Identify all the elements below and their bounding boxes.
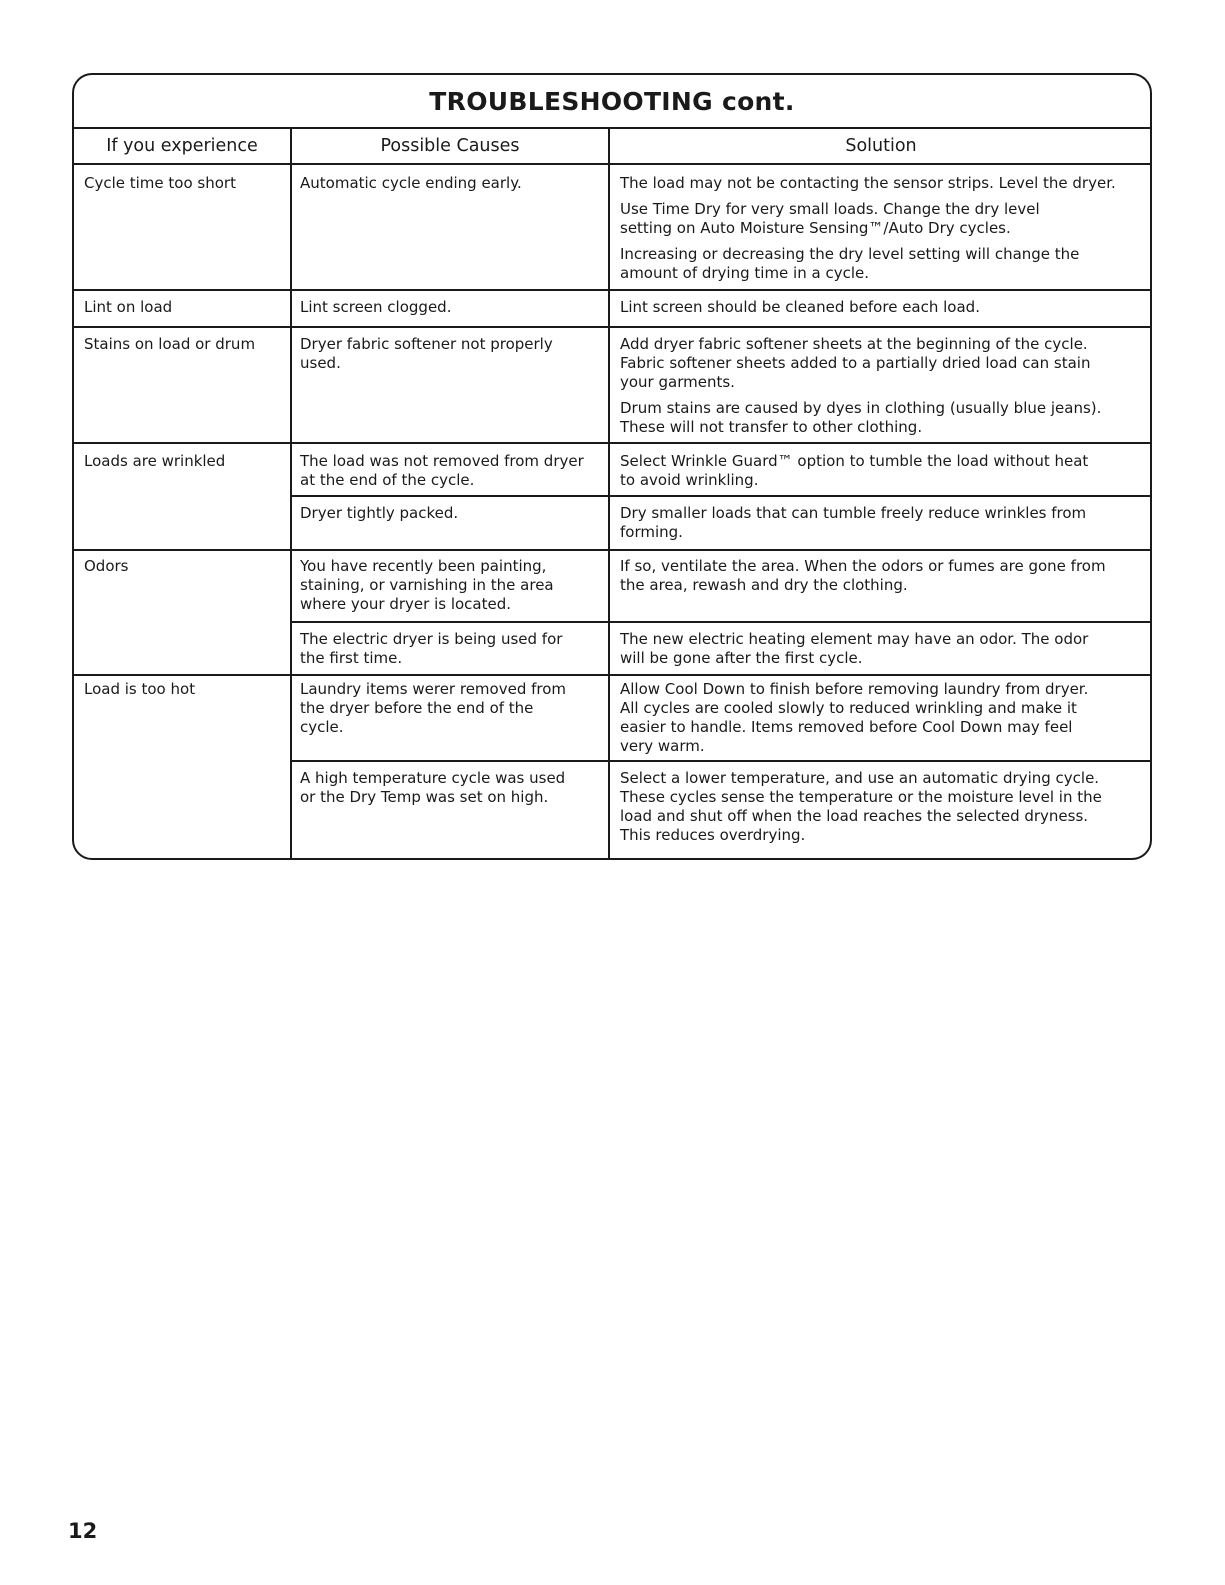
- experience-stains: Stains on load or drum: [84, 335, 256, 353]
- header-causes: Possible Causes: [380, 136, 520, 156]
- page-number: 12: [68, 1519, 98, 1543]
- solution-odors-2: The new electric heating element may have an odor. The odor will be gone after the first cycle.: [620, 630, 1089, 667]
- cause-hot-1: Laundry items werer removed from the dryer before the end of the cycle.: [300, 680, 567, 736]
- row-divider: [74, 674, 1150, 676]
- header-experience: If you experience: [106, 136, 258, 156]
- cause-hot-2: A high temperature cycle was used or the Dry Temp was set on high.: [300, 769, 566, 806]
- solution-stains: Add dryer fabric softener sheets at the beginning of the cycle. Fabric softener sheets added to a partially dried load can stain your garments. Drum stains are caused by dyes in clothing (usually blue jeans). These will not transfer to other clothing.: [620, 335, 1102, 436]
- cause-stains: Dryer fabric softener not properly used.: [300, 335, 553, 372]
- subrow-divider: [290, 621, 1150, 623]
- experience-lint: Lint on load: [84, 298, 173, 316]
- experience-cycle-short: Cycle time too short: [84, 174, 236, 192]
- cause-lint: Lint screen clogged.: [300, 298, 452, 316]
- row-divider: [74, 163, 1150, 165]
- row-divider: [74, 326, 1150, 328]
- cause-cycle-short: Automatic cycle ending early.: [300, 174, 522, 192]
- page-title: TROUBLESHOOTING cont.: [74, 75, 1150, 129]
- subrow-divider: [290, 495, 1150, 497]
- row-divider: [74, 442, 1150, 444]
- cause-wrinkled-1: The load was not removed from dryer at the end of the cycle.: [300, 452, 584, 489]
- header-solution: Solution: [845, 136, 917, 156]
- cause-odors-2: The electric dryer is being used for the first time.: [300, 630, 563, 667]
- solution-odors-1: If so, ventilate the area. When the odors or fumes are gone from the area, rewash and dry the clothing.: [620, 557, 1106, 594]
- cause-odors-1: You have recently been painting, staining, or varnishing in the area where your dryer is located.: [300, 557, 554, 613]
- subrow-divider: [290, 760, 1150, 762]
- row-divider: [74, 289, 1150, 291]
- experience-wrinkled: Loads are wrinkled: [84, 452, 226, 470]
- solution-hot-1: Allow Cool Down to finish before removing laundry from dryer. All cycles are cooled slowly to reduced wrinkling and make it easier to handle. Items removed before Cool Down may feel very warm.: [620, 680, 1089, 755]
- troubleshooting-table: [72, 73, 1152, 860]
- row-divider: [74, 549, 1150, 551]
- solution-hot-2: Select a lower temperature, and use an automatic drying cycle. These cycles sense the temperature or the moisture level in the load and shut off when the load reaches the selected dryness. This reduces overdrying.: [620, 769, 1102, 844]
- solution-lint: Lint screen should be cleaned before each load.: [620, 298, 980, 316]
- solution-wrinkled-1: Select Wrinkle Guard™ option to tumble the load without heat to avoid wrinkling.: [620, 452, 1089, 489]
- cause-wrinkled-2: Dryer tightly packed.: [300, 504, 459, 522]
- table-grid: [74, 129, 1150, 860]
- solution-wrinkled-2: Dry smaller loads that can tumble freely reduce wrinkles from forming.: [620, 504, 1087, 541]
- experience-odors: Odors: [84, 557, 129, 575]
- experience-hot: Load is too hot: [84, 680, 196, 698]
- solution-cycle-short: The load may not be contacting the sensor strips. Level the dryer. Use Time Dry for very small loads. Change the dry level setting on Auto Moisture Sensing™/Auto Dry cycles. Increasing or decreasing the dry level setting will change the amount of drying time in a cycle.: [620, 174, 1116, 282]
